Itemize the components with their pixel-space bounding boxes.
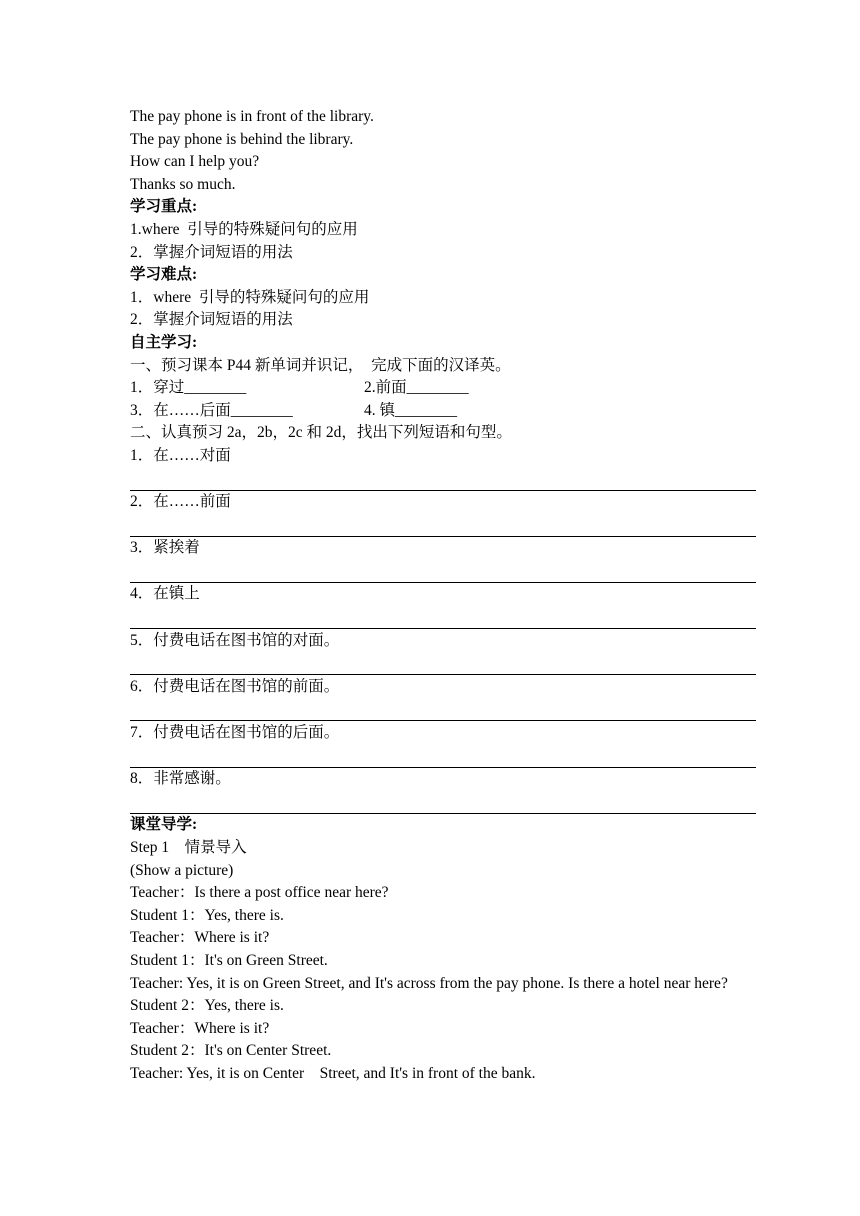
vocab-item: 2.前面________ — [364, 379, 469, 397]
class-guide-heading: 课堂导学: — [130, 816, 198, 834]
step-title: Step 1 情景导入 — [130, 839, 247, 856]
answer-line[interactable] — [130, 791, 756, 814]
answer-line[interactable] — [130, 514, 756, 537]
phrase-prompt: 2．在……前面 — [130, 493, 231, 511]
step-note: (Show a picture) — [130, 861, 234, 879]
dialogue-line: Student 2：Yes, there is. — [130, 997, 284, 1015]
dialogue-line: Teacher: Yes, it is on Center Street, and It's in front of the bank. — [130, 1064, 536, 1082]
vocab-row — [130, 400, 756, 423]
phrase-prompt: 5．付费电话在图书馆的对面。 — [130, 631, 340, 649]
part2-title: 二、认真预习 2a，2b，2c 和 2d，找出下列短语和句型。 — [130, 424, 512, 442]
key-points-heading: 学习重点: — [130, 198, 198, 216]
answer-line[interactable] — [130, 698, 756, 721]
phrase-prompt: 1．在……对面 — [130, 446, 231, 464]
phrase-prompt: 3．紧挨着 — [130, 539, 200, 557]
phrase-prompt: 8．非常感谢。 — [130, 770, 231, 788]
answer-line[interactable] — [130, 652, 756, 675]
worksheet-page — [130, 106, 756, 1086]
difficulty-item: 1．where 引导的特殊疑问句的应用 — [130, 288, 370, 306]
vocab-item: 1．穿过________ — [130, 379, 247, 397]
intro-line: The pay phone is behind the library. — [130, 130, 354, 148]
difficulty-item: 2．掌握介词短语的用法 — [130, 311, 293, 329]
dialogue-line: Student 1：It's on Green Street. — [130, 951, 328, 969]
vocab-row — [130, 377, 756, 400]
intro-line: Thanks so much. — [130, 175, 236, 193]
dialogue-line: Teacher：Is there a post office near here? — [130, 884, 389, 902]
phrase-prompt: 6．付费电话在图书馆的前面。 — [130, 677, 340, 695]
phrase-prompt: 4．在镇上 — [130, 585, 200, 603]
vocab-item: 3．在……后面________ — [130, 401, 293, 419]
dialogue-line: Teacher：Where is it? — [130, 929, 270, 947]
answer-line[interactable] — [130, 468, 756, 491]
intro-line: How can I help you? — [130, 153, 260, 171]
self-study-heading: 自主学习: — [130, 333, 198, 351]
key-point-item: 2．掌握介词短语的用法 — [130, 243, 293, 261]
key-point-item: 1.where 引导的特殊疑问句的应用 — [130, 220, 358, 238]
part1-title: 一、预习课本 P44 新单词并识记， 完成下面的汉译英。 — [130, 356, 511, 374]
dialogue-line: Teacher: Yes, it is on Green Street, and It's across from the pay phone. Is there a hotel near here? — [130, 974, 728, 992]
dialogue-line: Student 1：Yes, there is. — [130, 906, 284, 924]
answer-line[interactable] — [130, 606, 756, 629]
vocab-item: 4. 镇________ — [364, 401, 458, 419]
answer-line[interactable] — [130, 560, 756, 583]
dialogue-line: Teacher：Where is it? — [130, 1019, 270, 1037]
dialogue-line: Student 2：It's on Center Street. — [130, 1042, 332, 1060]
phrase-prompt: 7．付费电话在图书馆的后面。 — [130, 724, 340, 742]
difficulties-heading: 学习难点: — [130, 266, 198, 284]
answer-line[interactable] — [130, 745, 756, 768]
intro-line: The pay phone is in front of the library. — [130, 108, 374, 125]
